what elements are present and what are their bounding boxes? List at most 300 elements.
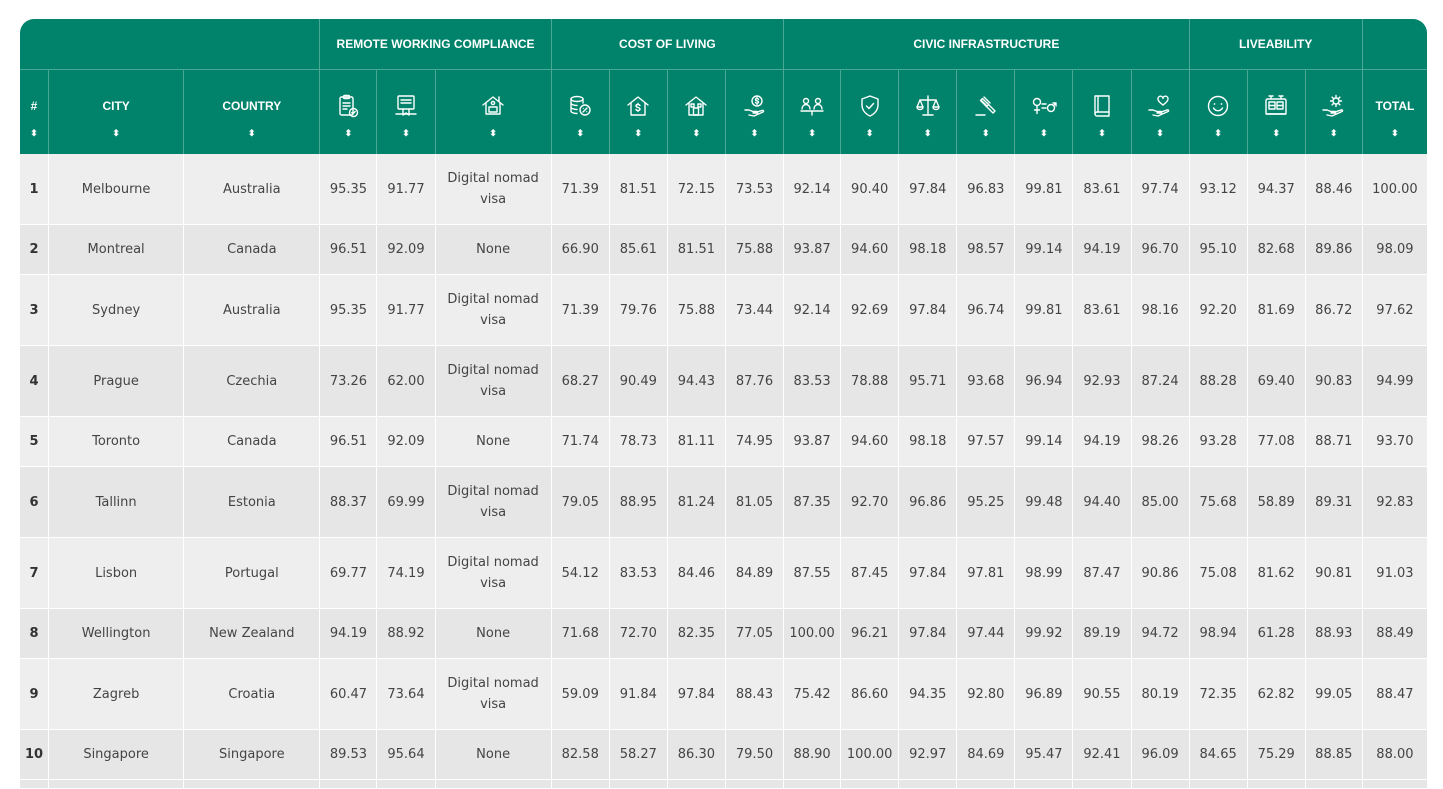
metric-cell: 93.87 [784, 225, 841, 275]
city-cell: Singapore [49, 730, 184, 780]
metric-cell: 91.84 [610, 659, 668, 730]
metric-cell: 71.68 [552, 609, 610, 659]
col-header-rank[interactable] [20, 70, 49, 154]
metric-cell: 92.69 [841, 275, 899, 346]
total-cell: 88.47 [1363, 659, 1427, 730]
metric-cell: 84.89 [726, 538, 784, 609]
metric-cell: 97.84 [668, 659, 726, 730]
metric-cell: 79.76 [610, 275, 668, 346]
country-cell: Australia [184, 275, 320, 346]
clipboard-check-icon [334, 91, 362, 121]
metric-cell: 94.19 [320, 609, 377, 659]
heart-hand-icon [1146, 91, 1174, 121]
empty-cell [552, 780, 610, 789]
metric-cell: 94.40 [1073, 467, 1131, 538]
total-cell: 98.09 [1363, 225, 1427, 275]
country-cell: Estonia [184, 467, 320, 538]
total-cell: 93.70 [1363, 417, 1427, 467]
metric-cell: 82.68 [1248, 225, 1306, 275]
empty-cell [1363, 780, 1427, 789]
metric-cell: 95.10 [1190, 225, 1248, 275]
empty-cell [668, 780, 726, 789]
col-header-metric-7[interactable] [726, 70, 784, 154]
metric-cell: 83.61 [1073, 154, 1131, 225]
country-cell: Australia [184, 154, 320, 225]
table-row [20, 467, 1427, 538]
metric-cell: 87.47 [1073, 538, 1131, 609]
sort-icon: ⬍ [576, 127, 585, 138]
metric-cell: 73.44 [726, 275, 784, 346]
city-cell: Toronto [49, 417, 184, 467]
metric-cell: 92.97 [899, 730, 957, 780]
country-cell: New Zealand [184, 609, 320, 659]
sort-icon: ⬍ [750, 127, 759, 138]
sort-icon: ⬍ [923, 127, 932, 138]
empty-cell [1190, 780, 1248, 789]
metric-cell: 73.53 [726, 154, 784, 225]
people-balance-icon [798, 91, 826, 121]
metric-cell: 99.81 [1015, 275, 1073, 346]
house-dollar-icon [624, 91, 652, 121]
metric-cell: 82.35 [668, 609, 726, 659]
rank-cell: 7 [20, 538, 49, 609]
col-header-metric-16[interactable] [1248, 70, 1306, 154]
metric-cell: None [436, 417, 552, 467]
metric-cell: 75.42 [784, 659, 841, 730]
col-header-total[interactable] [1363, 70, 1427, 154]
country-cell: Singapore [184, 730, 320, 780]
group-header-civic: CIVIC INFRASTRUCTURE [784, 19, 1190, 70]
metric-cell: 88.46 [1306, 154, 1363, 225]
city-cell: Zagreb [49, 659, 184, 730]
metric-cell: 73.26 [320, 346, 377, 417]
metric-cell: Digital nomad visa [436, 275, 552, 346]
metric-cell: 89.19 [1073, 609, 1131, 659]
metric-cell: 89.31 [1306, 467, 1363, 538]
col-header-metric-14[interactable] [1132, 70, 1190, 154]
book-icon [1088, 91, 1116, 121]
metric-cell: 95.35 [320, 275, 377, 346]
sort-icon: ⬍ [112, 127, 120, 138]
table-row [20, 730, 1427, 780]
metric-cell: 90.49 [610, 346, 668, 417]
metric-cell: 96.94 [1015, 346, 1073, 417]
metric-cell: 77.05 [726, 609, 784, 659]
total-cell: 94.99 [1363, 346, 1427, 417]
metric-cell: 94.60 [841, 417, 899, 467]
sort-icon: ⬍ [1391, 127, 1399, 138]
metric-cell: 98.57 [957, 225, 1015, 275]
metric-cell: 96.09 [1132, 730, 1190, 780]
rank-cell: 5 [20, 417, 49, 467]
metric-cell: 68.27 [552, 346, 610, 417]
sort-icon: ⬍ [692, 127, 701, 138]
metric-cell: None [436, 225, 552, 275]
metric-cell: 59.09 [552, 659, 610, 730]
metric-cell: 94.19 [1073, 225, 1131, 275]
metric-cell: 93.28 [1190, 417, 1248, 467]
country-cell: Portugal [184, 538, 320, 609]
city-cell: Prague [49, 346, 184, 417]
metric-cell: 87.45 [841, 538, 899, 609]
coins-percent-icon [566, 91, 594, 121]
table-body [20, 154, 1427, 789]
empty-cell [841, 780, 899, 789]
metric-cell: 92.09 [377, 225, 435, 275]
col-header-metric-3[interactable] [436, 70, 552, 154]
metric-cell: 94.37 [1248, 154, 1306, 225]
metric-cell: 89.53 [320, 730, 377, 780]
metric-cell: 95.64 [377, 730, 435, 780]
city-cell: Wellington [49, 609, 184, 659]
metric-cell: 84.69 [957, 730, 1015, 780]
metric-cell: 88.93 [1306, 609, 1363, 659]
col-header-metric-15[interactable] [1190, 70, 1248, 154]
sort-icon: ⬍ [982, 127, 990, 138]
smiley-icon [1204, 91, 1232, 121]
table-row [20, 417, 1427, 467]
metric-cell: 95.25 [957, 467, 1015, 538]
col-label-total: TOTAL [1375, 98, 1415, 113]
empty-cell [784, 780, 841, 789]
metric-cell: Digital nomad visa [436, 346, 552, 417]
metric-cell: 83.61 [1073, 275, 1131, 346]
empty-cell [899, 780, 957, 789]
group-header-liveability: LIVEABILITY [1190, 19, 1363, 70]
metric-cell: 78.88 [841, 346, 899, 417]
metric-cell: 96.83 [957, 154, 1015, 225]
metric-cell: 60.47 [320, 659, 377, 730]
col-header-metric-9[interactable] [841, 70, 899, 154]
col-header-metric-13[interactable] [1073, 70, 1131, 154]
metric-cell: 97.84 [899, 275, 957, 346]
metric-cell: 58.27 [610, 730, 668, 780]
metric-cell: 88.85 [1306, 730, 1363, 780]
sort-icon: ⬍ [865, 127, 874, 138]
empty-cell [1073, 780, 1131, 789]
metric-cell: 66.90 [552, 225, 610, 275]
metric-cell: None [436, 730, 552, 780]
metric-cell: 72.15 [668, 154, 726, 225]
metric-cell: 100.00 [784, 609, 841, 659]
metric-cell: 58.89 [1248, 467, 1306, 538]
metric-cell: 81.51 [668, 225, 726, 275]
metric-cell: 88.28 [1190, 346, 1248, 417]
metric-cell: 92.41 [1073, 730, 1131, 780]
sort-icon: ⬍ [489, 127, 497, 138]
metric-cell: 91.77 [377, 154, 435, 225]
ranking-table-container [20, 19, 1427, 789]
metric-cell: 99.14 [1015, 417, 1073, 467]
group-header-cost: COST OF LIVING [552, 19, 784, 70]
metric-cell: 93.87 [784, 417, 841, 467]
metric-cell: Digital nomad visa [436, 659, 552, 730]
group-header-row [20, 19, 1427, 70]
sort-icon: ⬍ [634, 127, 643, 138]
empty-cell [1248, 780, 1306, 789]
metric-cell: 83.53 [784, 346, 841, 417]
table-row [20, 609, 1427, 659]
table-row [20, 659, 1427, 730]
col-header-metric-4[interactable] [552, 70, 610, 154]
metric-cell: 87.76 [726, 346, 784, 417]
metric-cell: 83.53 [610, 538, 668, 609]
table-row [20, 225, 1427, 275]
total-cell: 91.03 [1363, 538, 1427, 609]
table-row [20, 154, 1427, 225]
col-header-metric-10[interactable] [899, 70, 957, 154]
metric-cell: 90.40 [841, 154, 899, 225]
metric-cell: 97.57 [957, 417, 1015, 467]
metric-cell: Digital nomad visa [436, 467, 552, 538]
metric-cell: 100.00 [841, 730, 899, 780]
scales-icon [914, 91, 942, 121]
ranking-table [20, 19, 1427, 789]
table-row [20, 346, 1427, 417]
empty-cell [20, 780, 49, 789]
metric-cell: 89.86 [1306, 225, 1363, 275]
metric-cell: 97.84 [899, 609, 957, 659]
metric-cell: 94.35 [899, 659, 957, 730]
metric-cell: 61.28 [1248, 609, 1306, 659]
table-row-partial [20, 780, 1427, 789]
group-header-blank [20, 19, 320, 70]
country-cell: Canada [184, 417, 320, 467]
metric-cell: 77.08 [1248, 417, 1306, 467]
transit-icon [1262, 91, 1290, 121]
metric-cell: 96.74 [957, 275, 1015, 346]
sort-icon: ⬍ [1040, 127, 1048, 138]
col-label-country: COUNTRY [222, 98, 282, 113]
rank-cell: 3 [20, 275, 49, 346]
metric-cell: 75.88 [668, 275, 726, 346]
metric-cell: 92.14 [784, 275, 841, 346]
gender-equality-icon [1030, 91, 1058, 121]
total-cell: 88.49 [1363, 609, 1427, 659]
metric-cell: 71.39 [552, 275, 610, 346]
sort-icon: ⬍ [402, 127, 410, 138]
metric-cell: 98.94 [1190, 609, 1248, 659]
metric-cell: 97.74 [1132, 154, 1190, 225]
city-cell: Sydney [49, 275, 184, 346]
city-cell: Melbourne [49, 154, 184, 225]
empty-cell [320, 780, 377, 789]
metric-cell: 96.70 [1132, 225, 1190, 275]
total-cell: 92.83 [1363, 467, 1427, 538]
metric-cell: 88.37 [320, 467, 377, 538]
metric-cell: 99.48 [1015, 467, 1073, 538]
sort-icon: ⬍ [30, 127, 38, 138]
metric-cell: 54.12 [552, 538, 610, 609]
metric-cell: 90.81 [1306, 538, 1363, 609]
metric-cell: 81.05 [726, 467, 784, 538]
metric-cell: 81.51 [610, 154, 668, 225]
country-cell: Czechia [184, 346, 320, 417]
rank-cell: 8 [20, 609, 49, 659]
table-row [20, 538, 1427, 609]
home-icon [682, 91, 710, 121]
metric-cell: 85.00 [1132, 467, 1190, 538]
empty-cell [184, 780, 320, 789]
column-header-row [20, 70, 1427, 154]
rank-cell: 4 [20, 346, 49, 417]
metric-cell: 94.72 [1132, 609, 1190, 659]
metric-cell: 90.83 [1306, 346, 1363, 417]
metric-cell: 97.81 [957, 538, 1015, 609]
metric-cell: 99.81 [1015, 154, 1073, 225]
metric-cell: 95.71 [899, 346, 957, 417]
metric-cell: 97.84 [899, 538, 957, 609]
metric-cell: 62.00 [377, 346, 435, 417]
metric-cell: 93.68 [957, 346, 1015, 417]
metric-cell: 96.21 [841, 609, 899, 659]
metric-cell: 98.99 [1015, 538, 1073, 609]
metric-cell: 87.55 [784, 538, 841, 609]
metric-cell: 97.44 [957, 609, 1015, 659]
metric-cell: 88.71 [1306, 417, 1363, 467]
metric-cell: 88.95 [610, 467, 668, 538]
rank-cell: 6 [20, 467, 49, 538]
empty-cell [957, 780, 1015, 789]
metric-cell: 88.90 [784, 730, 841, 780]
metric-cell: 74.95 [726, 417, 784, 467]
col-header-metric-1[interactable] [320, 70, 377, 154]
metric-cell: 81.69 [1248, 275, 1306, 346]
metric-cell: 90.86 [1132, 538, 1190, 609]
metric-cell: 82.58 [552, 730, 610, 780]
metric-cell: 96.51 [320, 417, 377, 467]
metric-cell: 99.05 [1306, 659, 1363, 730]
sort-icon: ⬍ [1214, 127, 1222, 138]
metric-cell: 86.60 [841, 659, 899, 730]
metric-cell: 92.20 [1190, 275, 1248, 346]
sort-icon: ⬍ [1156, 127, 1164, 138]
empty-cell [726, 780, 784, 789]
sort-icon: ⬍ [344, 127, 353, 138]
metric-cell: 74.19 [377, 538, 435, 609]
certificate-icon [392, 91, 420, 121]
sort-icon: ⬍ [1098, 127, 1106, 138]
col-header-metric-6[interactable] [668, 70, 726, 154]
city-cell: Tallinn [49, 467, 184, 538]
metric-cell: 80.19 [1132, 659, 1190, 730]
total-cell: 97.62 [1363, 275, 1427, 346]
col-header-metric-2[interactable] [377, 70, 435, 154]
city-cell: Lisbon [49, 538, 184, 609]
metric-cell: 69.99 [377, 467, 435, 538]
metric-cell: 78.73 [610, 417, 668, 467]
metric-cell: 88.92 [377, 609, 435, 659]
metric-cell: 92.09 [377, 417, 435, 467]
rank-cell: 1 [20, 154, 49, 225]
metric-cell: 79.05 [552, 467, 610, 538]
rank-cell: 10 [20, 730, 49, 780]
metric-cell: 94.43 [668, 346, 726, 417]
metric-cell: Digital nomad visa [436, 538, 552, 609]
city-cell: Montreal [49, 225, 184, 275]
sort-icon: ⬍ [808, 127, 816, 138]
metric-cell: 86.72 [1306, 275, 1363, 346]
empty-cell [610, 780, 668, 789]
metric-cell: Digital nomad visa [436, 154, 552, 225]
group-header-remote: REMOTE WORKING COMPLIANCE [320, 19, 551, 70]
metric-cell: 88.43 [726, 659, 784, 730]
metric-cell: 73.64 [377, 659, 435, 730]
total-cell: 100.00 [1363, 154, 1427, 225]
metric-cell: 84.65 [1190, 730, 1248, 780]
metric-cell: 84.46 [668, 538, 726, 609]
remote-home-icon [479, 91, 507, 121]
col-header-metric-11[interactable] [957, 70, 1015, 154]
metric-cell: 72.70 [610, 609, 668, 659]
col-header-metric-17[interactable] [1306, 70, 1363, 154]
empty-cell [49, 780, 184, 789]
metric-cell: 71.39 [552, 154, 610, 225]
metric-cell: 71.74 [552, 417, 610, 467]
metric-cell: 94.60 [841, 225, 899, 275]
metric-cell: 99.14 [1015, 225, 1073, 275]
hand-gear-icon [1320, 91, 1348, 121]
metric-cell: 92.93 [1073, 346, 1131, 417]
metric-cell: 92.70 [841, 467, 899, 538]
rank-cell: 9 [20, 659, 49, 730]
metric-cell: 72.35 [1190, 659, 1248, 730]
rank-cell: 2 [20, 225, 49, 275]
metric-cell: 62.82 [1248, 659, 1306, 730]
metric-cell: 94.19 [1073, 417, 1131, 467]
metric-cell: 95.47 [1015, 730, 1073, 780]
shield-check-icon [856, 91, 884, 121]
metric-cell: 96.86 [899, 467, 957, 538]
metric-cell: 96.89 [1015, 659, 1073, 730]
metric-cell: None [436, 609, 552, 659]
metric-cell: 75.88 [726, 225, 784, 275]
metric-cell: 86.30 [668, 730, 726, 780]
col-header-metric-12[interactable] [1015, 70, 1073, 154]
metric-cell: 85.61 [610, 225, 668, 275]
metric-cell: 81.11 [668, 417, 726, 467]
sort-icon: ⬍ [1272, 127, 1280, 138]
col-header-city[interactable] [49, 70, 184, 154]
gavel-icon [972, 91, 1000, 121]
metric-cell: 87.35 [784, 467, 841, 538]
col-label-rank: # [30, 98, 38, 113]
group-header-total-blank [1363, 19, 1427, 70]
metric-cell: 97.84 [899, 154, 957, 225]
metric-cell: 87.24 [1132, 346, 1190, 417]
metric-cell: 98.18 [899, 417, 957, 467]
metric-cell: 91.77 [377, 275, 435, 346]
metric-cell: 98.18 [899, 225, 957, 275]
metric-cell: 79.50 [726, 730, 784, 780]
metric-cell: 92.14 [784, 154, 841, 225]
metric-cell: 98.16 [1132, 275, 1190, 346]
metric-cell: 93.12 [1190, 154, 1248, 225]
empty-cell [1015, 780, 1073, 789]
metric-cell: 81.24 [668, 467, 726, 538]
metric-cell: 75.29 [1248, 730, 1306, 780]
metric-cell: 99.92 [1015, 609, 1073, 659]
metric-cell: 69.77 [320, 538, 377, 609]
col-header-metric-8[interactable] [784, 70, 841, 154]
col-header-country[interactable] [184, 70, 320, 154]
col-header-metric-5[interactable] [610, 70, 668, 154]
metric-cell: 92.80 [957, 659, 1015, 730]
metric-cell: 75.08 [1190, 538, 1248, 609]
country-cell: Canada [184, 225, 320, 275]
metric-cell: 90.55 [1073, 659, 1131, 730]
total-cell: 88.00 [1363, 730, 1427, 780]
